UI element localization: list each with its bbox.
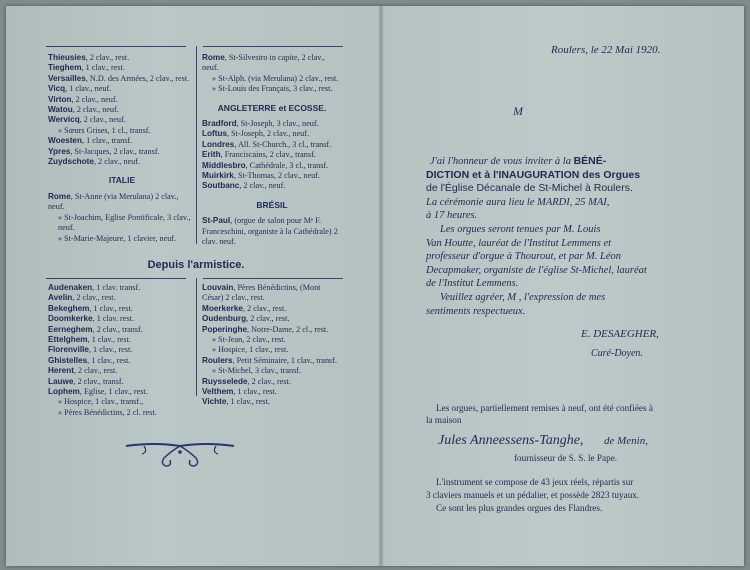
organ-town: Velthem (202, 387, 234, 397)
invitation-sheet (6, 6, 744, 566)
organ-entry (48, 126, 196, 136)
organ-detail: » St-Michel, 3 clav., transf. (212, 366, 302, 376)
organ-town: Ruysselede (202, 376, 248, 386)
organ-detail: , 1 clav., rest. (87, 355, 131, 365)
organ-detail: , St-Joseph, 2 clav., neuf. (227, 129, 310, 139)
organ-entry (202, 53, 342, 74)
organ-detail: , St-Thomas, 2 clav., neuf. (233, 171, 320, 181)
organ-town: Ettelghem (48, 335, 88, 345)
organ-entry (202, 283, 342, 304)
organ-detail: , 2 clav., neuf. (71, 94, 118, 104)
signature-title: Curé-Doyen. (591, 348, 643, 359)
organ-entry (202, 119, 342, 129)
top-rule-right (203, 46, 343, 47)
organ-detail: , Notre-Dame, 2 cl., rest. (247, 324, 329, 334)
organ-entry (202, 129, 342, 139)
organ-town: Middlesbro (202, 160, 246, 170)
organ-detail: , 2 clav., rest. (242, 303, 287, 313)
organ-entry (48, 366, 196, 376)
organ-entry (48, 325, 196, 335)
organ-entry (202, 140, 342, 150)
organ-entry (48, 84, 196, 94)
organ-detail: , 1 clav., rest. (81, 63, 125, 73)
organ-town: Florenville (48, 345, 89, 355)
organ-specs (426, 476, 718, 515)
organ-town: Roulers (202, 355, 233, 365)
organ-entry (202, 345, 342, 355)
organ-detail: » St-Alph. (via Merulana) 2 clav., rest. (212, 73, 339, 83)
signature-name: E. DESAEGHER, (581, 328, 659, 340)
organ-entry (48, 345, 196, 355)
column-divider-top (196, 46, 197, 244)
angleterre-heading: ANGLETERRE et ECOSSE. (217, 102, 327, 113)
organ-entry (48, 397, 196, 407)
organ-detail: » St-Louis des Français, 3 clav., rest. (212, 84, 333, 94)
organ-entry (202, 377, 342, 387)
organ-entry (48, 74, 196, 84)
organ-town: Zuydschote (48, 157, 94, 167)
organ-town: Versailles (48, 73, 86, 83)
specs-line-3: Ce sont les plus grandes orgues des Flandres. (436, 503, 603, 513)
organ-detail: » Hospice, 1 clav., transf., (58, 397, 144, 407)
organ-list-col2-bottom (202, 283, 342, 408)
organ-town: Rome (48, 191, 71, 201)
organ-town: Ypres (48, 146, 71, 156)
organ-detail: , Eglise, 1 clav., rest. (79, 387, 148, 397)
organ-entry (48, 95, 196, 105)
specs-line-2: 3 claviers manuels et un pédalier, et possède 2823 tuyaux. (426, 490, 640, 500)
organ-town: Thieusies (48, 53, 86, 62)
organ-entry (202, 74, 342, 84)
organ-detail: » Sœurs Grises, 1 cl., transf. (58, 125, 151, 135)
organ-detail: , 2 clav., transf. (92, 324, 143, 334)
organ-entry (48, 136, 196, 146)
organ-entry (48, 387, 196, 397)
organ-entry (202, 397, 342, 407)
organ-list-col1-top (48, 53, 196, 244)
organ-entry (48, 335, 196, 345)
organ-detail: , 2 clav., rest. (72, 293, 116, 303)
organ-detail: , 1 clav., rest. (226, 397, 270, 407)
organ-entry (202, 161, 342, 171)
organ-town: Audenaken (48, 283, 93, 292)
organ-entry (48, 105, 196, 115)
organ-town: Lophem (48, 387, 80, 397)
organ-town: Virton (48, 94, 72, 104)
organ-detail: , 2 clav., rest. (73, 366, 118, 376)
organ-detail: , 1 clav. rest. (92, 314, 134, 324)
organ-entry (202, 84, 342, 94)
organ-detail: , 1 clav., rest. (88, 345, 133, 355)
organ-town: Doomkerke (48, 314, 93, 324)
organ-detail: , 1 clav., rest. (89, 303, 133, 313)
organists-line-3: professeur d'orgue à Thourout, et par M. Léon (426, 251, 622, 263)
organ-town: Moerkerke (202, 303, 243, 313)
organists-line-2: Van Houtte, lauréat de l'Institut Lemmens et (426, 237, 612, 249)
organ-detail: , St-Jacques, 2 clav., transf. (70, 146, 160, 156)
organ-entry (48, 314, 196, 324)
organ-detail: , Pères Bénédictins, (Mont César) 2 clav., rest. (202, 283, 321, 303)
organ-detail: , 1 clav., transf. (81, 136, 133, 146)
benediction-word: BÉNÉ- (573, 155, 607, 167)
organists-line-5: de l'Institut Lemmens. (426, 278, 519, 290)
closing-line-2: sentiments respectueux. (426, 305, 526, 317)
church-line: de l'Église Décanale de St-Michel à Roulers. (426, 182, 633, 195)
organ-town: Soutbanc (202, 181, 240, 191)
organ-town: Vicq (48, 84, 66, 94)
organ-entry (202, 181, 342, 191)
organ-detail: » St-Joachim, Eglise Pontificale, 3 clav., neuf. (58, 212, 191, 233)
closing-line-1: Veuillez agréer, M , l'expression de mes (440, 291, 606, 303)
organ-entry (202, 356, 342, 366)
organ-detail: , 2 clav., neuf. (72, 105, 119, 115)
organ-entry (48, 147, 196, 157)
organ-list-col1-bottom (48, 283, 196, 418)
firm-name: Jules Anneessens-Tanghe, (438, 433, 584, 448)
organ-town: Bekeghem (48, 303, 90, 313)
organ-detail: , St-Joseph, 3 clav., neuf. (236, 119, 319, 129)
organ-town: Rome (202, 53, 225, 62)
salutation: M (513, 104, 523, 118)
organ-note (426, 402, 718, 426)
organ-town: Muirkirk (202, 171, 234, 181)
organ-town: Ghistelles (48, 355, 88, 365)
organ-entry (48, 408, 196, 418)
organ-entry (48, 63, 196, 73)
firm-city: de Menin, (604, 435, 648, 447)
organ-entry (202, 150, 342, 160)
organ-detail: , 1 clav., rest. (87, 335, 131, 345)
organ-detail: , 2 clav., neuf. (79, 115, 126, 125)
organ-entry (48, 377, 196, 387)
organ-town: Lauwe (48, 376, 74, 386)
organ-town: Vichte (202, 397, 227, 407)
armistice-rule-left (46, 278, 186, 279)
invite-line-1: J'ai l'honneur de vous inviter à la (430, 156, 574, 167)
organists-line-4: Decapmaker, organiste de l'église St-Michel, lauréat (426, 264, 647, 276)
organ-town: Loftus (202, 129, 228, 139)
top-rule-left (46, 46, 186, 47)
organ-entry (48, 293, 196, 303)
organ-detail: , 1 clav., neuf. (65, 84, 112, 94)
organ-entry (202, 387, 342, 397)
organ-detail: , Franciscains, 2 clav., transf. (220, 150, 316, 160)
organ-entry (48, 304, 196, 314)
organ-detail: , 2 clav., neuf. (93, 157, 141, 167)
note-line-1: Les orgues, partiellement remises à neuf, ont été confiées à (436, 403, 653, 413)
organ-entry (202, 171, 342, 181)
organ-detail: , Petit Séminaire, 1 clav., transf. (232, 355, 337, 365)
inauguration-line: DICTION et à l'INAUGURATION des Orgues (426, 168, 641, 181)
organ-entry (48, 157, 196, 167)
armistice-rule-right (203, 278, 343, 279)
organ-detail: , 2 clav., rest. (85, 53, 130, 62)
organ-detail: , 1 clav., rest. (233, 387, 277, 397)
organ-town: Wervicq (48, 115, 80, 125)
organ-detail: , 1 clav. transf. (92, 283, 141, 292)
italie-heading: ITALIE (108, 175, 136, 186)
organ-town: Watou (48, 105, 73, 115)
organ-detail: , N.D. des Armées, 2 clav., rest. (85, 73, 190, 83)
organ-entry (48, 234, 196, 244)
organ-entry (48, 283, 196, 293)
organ-detail: , 2 clav., rest. (247, 376, 291, 386)
column-divider-bottom (196, 278, 197, 396)
organ-town: Poperinghe (202, 324, 248, 334)
organ-entry (48, 356, 196, 366)
organ-detail: , 2 clav., rest. (246, 314, 290, 324)
organ-detail: , St-Silvestro in capite, 2 clav., neuf. (202, 53, 325, 73)
hour-line: à 17 heures. (426, 210, 478, 222)
organ-entry (202, 216, 342, 247)
armistice-heading: Depuis l'armistice. (147, 259, 245, 271)
organ-entry (202, 335, 342, 345)
bresil-heading: BRÉSIL (256, 199, 288, 210)
organ-detail: » Hospice, 1 clav., rest. (212, 345, 289, 355)
organ-detail: » St-Jean, 2 clav., rest. (212, 335, 286, 345)
organ-detail: » Pères Bénédictins, 2 cl. rest. (58, 407, 157, 417)
organ-town: Woesten (48, 136, 82, 146)
note-line-2: la maison (426, 415, 462, 425)
organists-line-1: Les orgues seront tenues par M. Louis (440, 223, 601, 235)
organ-town: Herent (48, 366, 74, 376)
organ-town: Tieghem (48, 63, 82, 73)
letter-date: Roulers, le 22 Mai 1920. (551, 44, 661, 56)
organ-detail: , Cathédrale, 3 cl., transf. (245, 160, 329, 170)
ceremony-line: La cérémonie aura lieu le MARDI, 25 MAI, (426, 196, 610, 208)
organ-detail: , 2 clav., neuf. (239, 181, 286, 191)
organ-detail: , All. St-Church., 3 cl., transf. (234, 139, 332, 149)
organ-entry (202, 304, 342, 314)
invitation-body (426, 155, 716, 318)
organ-town: St-Paul (202, 216, 231, 226)
organ-list-col2-top (202, 53, 342, 248)
firm-supplier: fournisseur de S. S. le Pape. (514, 453, 618, 463)
organ-entry (48, 213, 196, 234)
organ-entry (48, 192, 196, 213)
organ-entry (202, 366, 342, 376)
organ-detail: , St-Anne (via Merulana) 2 clav., neuf. (48, 191, 179, 212)
specs-line-1: L'instrument se compose de 43 jeux réels, répartis sur (436, 477, 634, 487)
organ-detail: » St-Marie-Majeure, 1 clavier, neuf. (58, 233, 177, 243)
organ-town: Londres (202, 139, 235, 149)
organ-entry (202, 325, 342, 335)
organ-entry (48, 115, 196, 125)
organ-town: Avelin (48, 293, 73, 303)
ornament-flourish-icon (124, 440, 236, 470)
organ-town: Bradford (202, 119, 237, 129)
organ-entry (202, 314, 342, 324)
organ-town: Louvain (202, 283, 234, 292)
organ-town: Oudenburg (202, 314, 247, 324)
center-fold (378, 6, 384, 566)
organ-entry (48, 53, 196, 63)
organ-detail: , (orgue de salon pour Mᵉ F. Franceschini, organiste à la Cathédrale) 2 clav. neuf. (202, 216, 338, 247)
organ-town: Erith (202, 150, 221, 160)
organ-detail: , 2 clav., transf. (73, 376, 124, 386)
organ-town: Eerneghem (48, 324, 93, 334)
